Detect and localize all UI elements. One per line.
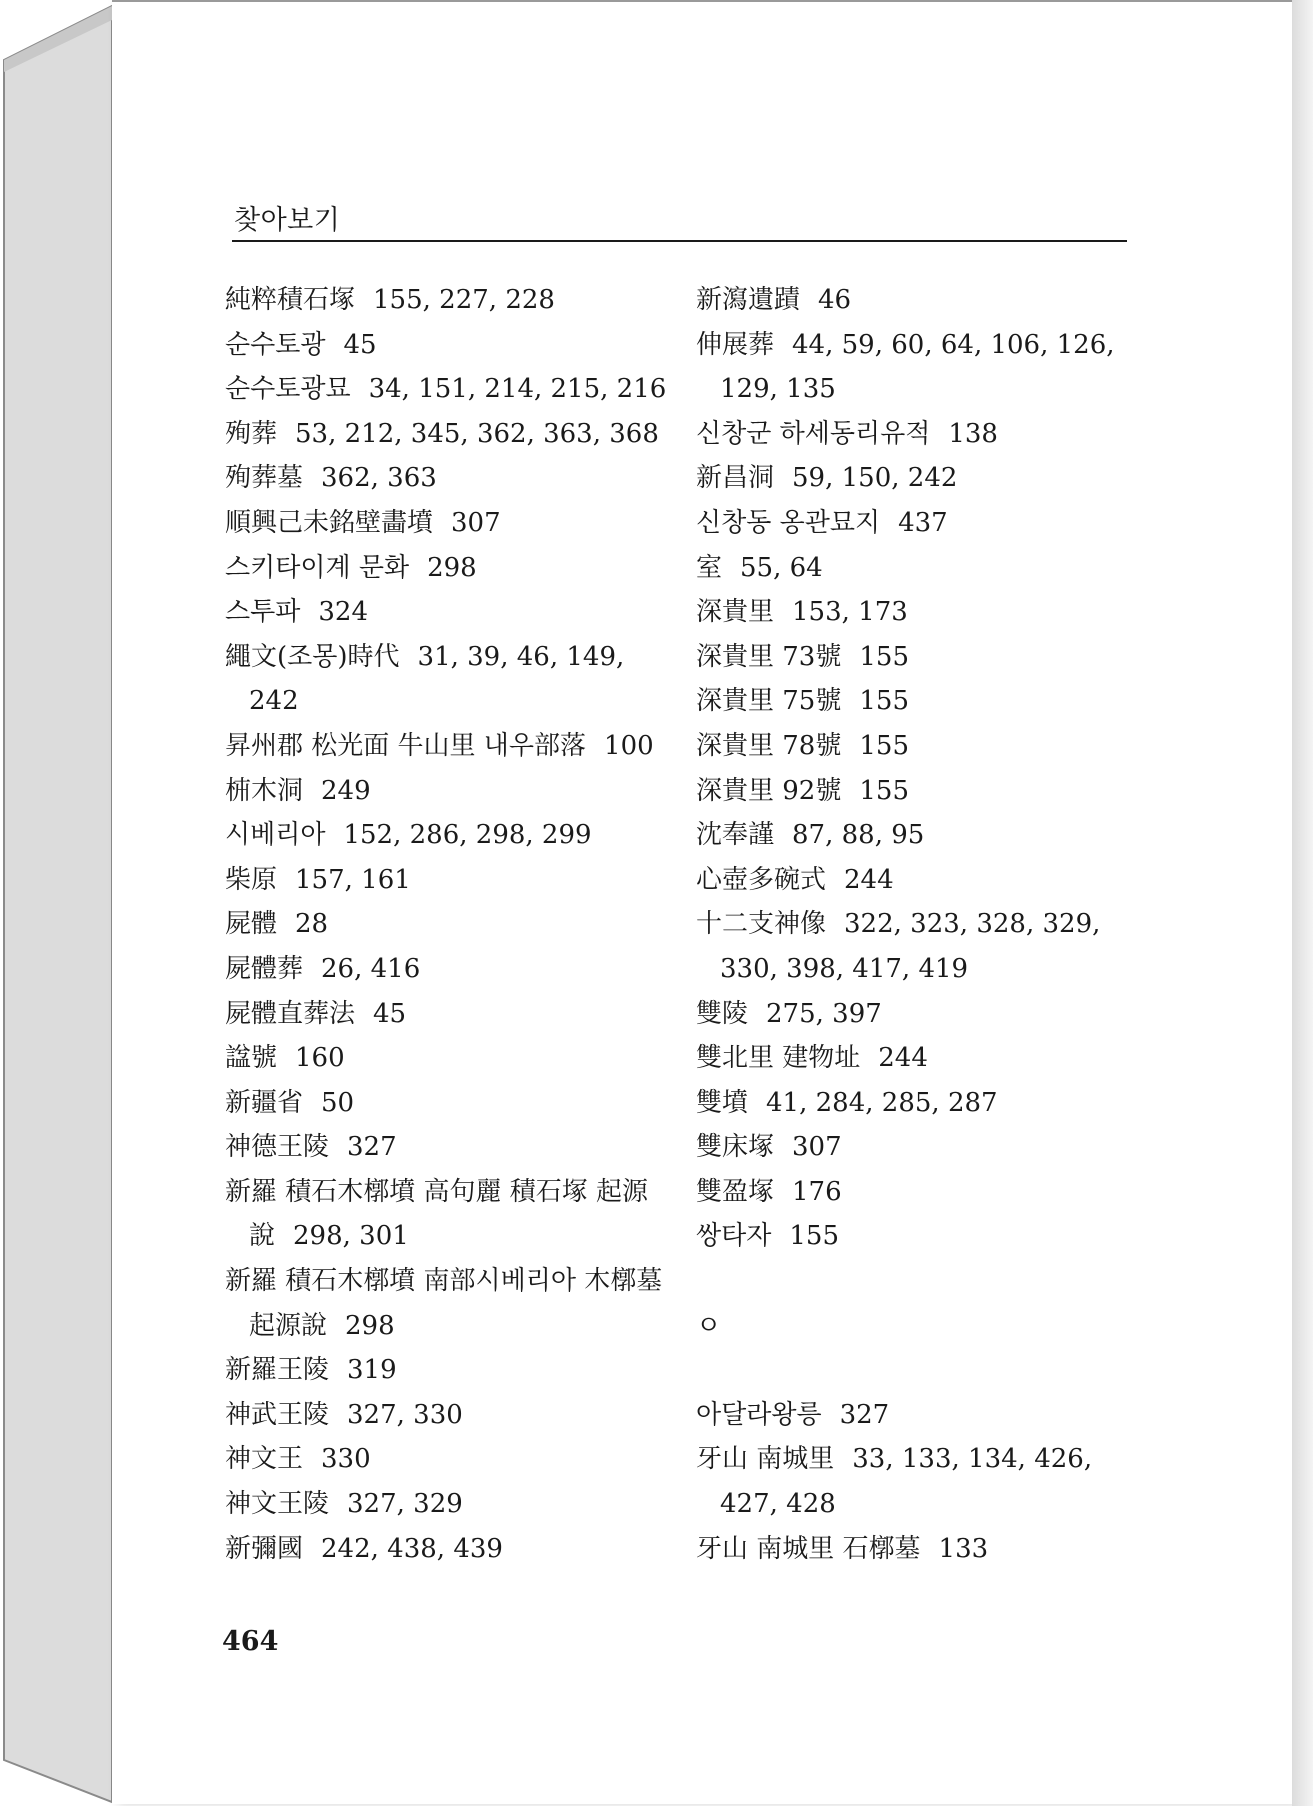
index-term: 伸展葬 <box>696 329 775 360</box>
page-number: 464 <box>222 1626 279 1657</box>
index-pages: 133 <box>938 1533 989 1564</box>
index-term: 新瀉遺蹟 <box>696 285 801 315</box>
index-term: 雙陵 <box>696 998 749 1029</box>
index-pages: 327, 329 <box>347 1489 463 1520</box>
index-term: 新疆省 <box>225 1087 304 1118</box>
index-entry <box>696 858 1141 903</box>
index-term: 신창동 옹관묘지 <box>696 507 881 538</box>
index-entry <box>225 367 670 412</box>
index-term: 雙墳 <box>696 1087 749 1118</box>
index-term: 雙床塚 <box>696 1132 775 1163</box>
index-entry <box>696 278 1141 323</box>
index-pages: 327, 330 <box>347 1399 463 1430</box>
index-pages: 242, 438, 439 <box>321 1533 503 1564</box>
index-pages: 324 <box>318 597 368 628</box>
index-term: 雙盈塚 <box>696 1176 775 1207</box>
index-entry <box>225 456 670 501</box>
index-term: 아달라왕릉 <box>696 1399 822 1430</box>
index-pages: 327 <box>839 1399 890 1430</box>
index-pages: 322, 323, 328, 329, 330, 398, 417, 419 <box>720 909 1101 984</box>
index-pages: 155 <box>859 730 909 761</box>
index-pages: 307 <box>792 1132 842 1163</box>
index-entry <box>225 278 670 323</box>
index-pages: 362, 363 <box>321 463 437 494</box>
index-pages: 330 <box>321 1444 371 1475</box>
index-term: 순수토광묘 <box>225 374 351 405</box>
index-pages: 298 <box>427 552 477 583</box>
index-entry <box>225 1393 670 1438</box>
index-entry <box>225 590 670 635</box>
section-letter: ㅇ <box>696 1310 722 1341</box>
index-pages: 152, 286, 298, 299 <box>343 820 592 851</box>
index-term: 스투파 <box>225 597 301 628</box>
index-term: 新羅王陵 <box>225 1355 330 1386</box>
index-term: 神武王陵 <box>225 1399 330 1430</box>
index-entry <box>225 1036 670 1081</box>
index-pages: 59, 150, 242 <box>792 463 958 494</box>
index-entry <box>696 992 1141 1037</box>
index-column-left <box>225 278 670 1571</box>
index-entry <box>225 546 670 591</box>
index-entry <box>225 992 670 1037</box>
index-term: 순수토광 <box>225 329 326 360</box>
index-entry <box>225 635 670 724</box>
index-pages: 153, 173 <box>792 597 908 628</box>
index-pages: 155, 227, 228 <box>373 285 555 315</box>
index-term: 心壺多碗式 <box>696 864 827 895</box>
index-term: 牙山 南城里 <box>696 1444 835 1475</box>
index-entry <box>225 724 670 769</box>
index-entry <box>225 1170 670 1259</box>
index-pages: 275, 397 <box>766 998 882 1029</box>
index-term: 純粹積石塚 <box>225 285 356 315</box>
index-entry <box>696 501 1141 546</box>
index-term: 殉葬 <box>225 418 278 449</box>
index-term: 牙山 南城里 石槨墓 <box>696 1533 921 1564</box>
index-term: 深貴里 73號 <box>696 641 842 672</box>
index-entry <box>696 1125 1141 1170</box>
index-term: 昇州郡 松光面 牛山里 내우部落 <box>225 730 587 761</box>
index-term: 諡號 <box>225 1043 278 1074</box>
index-entry <box>225 1125 670 1170</box>
index-pages: 298 <box>345 1310 395 1341</box>
index-pages: 100 <box>604 730 654 761</box>
index-entry <box>696 1170 1141 1215</box>
index-term: 屍體直葬法 <box>225 998 356 1029</box>
index-entry <box>696 1437 1141 1526</box>
index-term: 柴原 <box>225 864 278 895</box>
index-entry <box>225 323 670 368</box>
index-pages: 157, 161 <box>295 864 411 895</box>
index-pages: 31, 39, 46, 149, 242 <box>249 641 625 717</box>
index-pages: 244 <box>878 1043 928 1074</box>
index-entry <box>225 902 670 947</box>
index-term: 十二支神像 <box>696 909 827 940</box>
index-term: 順興己未銘壁畵墳 <box>225 507 434 538</box>
index-pages: 155 <box>789 1221 839 1252</box>
index-pages: 87, 88, 95 <box>792 820 925 851</box>
index-pages: 160 <box>295 1043 345 1074</box>
index-term: 新羅 積石木槨墳 南部시베리아 木槨墓 起源說 <box>225 1266 663 1341</box>
index-term: 神德王陵 <box>225 1132 330 1163</box>
index-entry <box>225 1527 670 1572</box>
index-pages: 53, 212, 345, 362, 363, 368 <box>295 418 659 449</box>
index-pages: 327 <box>347 1132 397 1163</box>
index-term: 深貴里 92號 <box>696 775 842 806</box>
index-term: 殉葬墓 <box>225 463 304 494</box>
index-term: 繩文(조몽)時代 <box>225 641 400 672</box>
index-entry <box>696 635 1141 680</box>
index-entry <box>696 769 1141 814</box>
index-entry <box>696 546 1141 591</box>
index-term: 深貴里 75號 <box>696 686 842 717</box>
index-pages: 33, 133, 134, 426, 427, 428 <box>720 1444 1093 1520</box>
index-entry <box>225 1259 670 1348</box>
index-term: 深貴里 78號 <box>696 730 842 761</box>
index-pages: 155 <box>859 775 909 806</box>
index-pages: 244 <box>844 864 894 895</box>
index-term: 沈奉謹 <box>696 820 775 851</box>
index-term: 新昌洞 <box>696 463 775 494</box>
index-entry <box>696 1036 1141 1081</box>
index-pages: 45 <box>343 329 377 360</box>
index-term: 屍體 <box>225 909 278 940</box>
index-entry <box>225 1081 670 1126</box>
index-entry <box>696 1527 1141 1572</box>
index-pages: 44, 59, 60, 64, 106, 126, 129, 135 <box>720 329 1115 405</box>
index-term: 室 <box>696 552 723 583</box>
index-entry <box>696 724 1141 769</box>
index-entry <box>225 1437 670 1482</box>
index-term: 新羅 積石木槨墳 高句麗 積石塚 起源說 <box>225 1176 649 1252</box>
index-entry <box>225 501 670 546</box>
page-header <box>232 198 1127 242</box>
index-entry <box>225 858 670 903</box>
index-term: 雙北里 建物址 <box>696 1043 861 1074</box>
index-pages: 298, 301 <box>293 1221 409 1252</box>
index-entry <box>696 323 1141 412</box>
index-entry <box>696 902 1141 991</box>
page-right-edge <box>1292 0 1313 1806</box>
index-pages: 249 <box>321 775 371 806</box>
index-term: 쌍타자 <box>696 1221 772 1252</box>
index-pages: 176 <box>792 1176 842 1207</box>
index-pages: 319 <box>347 1355 397 1386</box>
index-entry <box>696 679 1141 724</box>
index-entry <box>696 456 1141 501</box>
index-entry <box>696 813 1141 858</box>
index-entry <box>696 590 1141 635</box>
index-pages: 28 <box>295 909 329 940</box>
index-pages: 155 <box>859 641 909 672</box>
index-pages: 138 <box>948 418 998 449</box>
index-pages: 155 <box>859 686 909 717</box>
index-entry <box>225 412 670 457</box>
index-entry <box>225 769 670 814</box>
index-pages: 41, 284, 285, 287 <box>766 1087 998 1118</box>
index-entry <box>696 412 1141 457</box>
index-entry <box>225 1348 670 1393</box>
index-pages: 34, 151, 214, 215, 216 <box>368 374 667 405</box>
index-term: 신창군 하세동리유적 <box>696 418 931 449</box>
index-term: 屍體葬 <box>225 953 304 984</box>
index-entry <box>225 813 670 858</box>
index-term: 枾木洞 <box>225 775 304 806</box>
index-entry <box>225 1482 670 1527</box>
index-pages: 26, 416 <box>321 953 421 984</box>
index-term: 스키타이계 문화 <box>225 552 410 583</box>
index-term: 神文王陵 <box>225 1489 330 1520</box>
index-entry <box>696 1393 1141 1438</box>
index-term: 시베리아 <box>225 820 326 851</box>
index-term: 神文王 <box>225 1444 304 1475</box>
index-entry <box>225 947 670 992</box>
index-entry <box>696 1081 1141 1126</box>
index-pages: 50 <box>321 1087 355 1118</box>
page-title: 찾아보기 <box>234 205 341 236</box>
index-pages: 45 <box>373 998 407 1029</box>
index-pages: 437 <box>898 507 948 538</box>
index-entry <box>696 1214 1141 1259</box>
index-pages: 55, 64 <box>740 552 823 583</box>
index-term: 新彌國 <box>225 1533 304 1564</box>
index-pages: 46 <box>818 285 852 315</box>
index-column-right <box>696 278 1141 1571</box>
book-spine <box>0 0 120 1806</box>
index-term: 深貴里 <box>696 597 775 628</box>
index-pages: 307 <box>451 507 501 538</box>
